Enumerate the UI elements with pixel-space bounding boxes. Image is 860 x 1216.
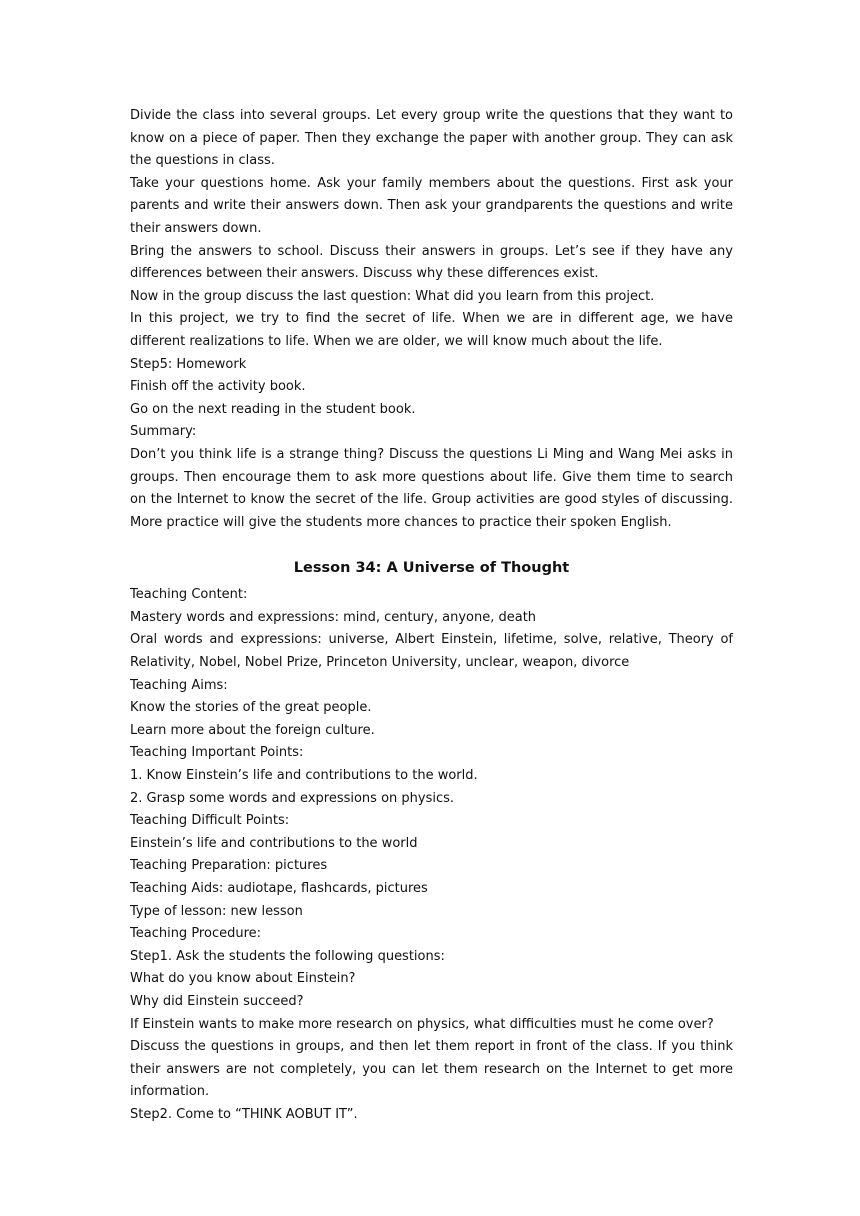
paragraph: Know the stories of the great people. [130, 700, 372, 716]
step-heading: Step1. Ask the students the following questions: [130, 948, 445, 964]
paragraph: Einstein’s life and contributions to the world [130, 835, 418, 851]
paragraph: Learn more about the foreign culture. [130, 722, 375, 738]
paragraph: Discuss the questions in groups, and then let them report in front of the class. If you think their answers are not completely, you can let them research on the Internet to get more information. [130, 1039, 733, 1100]
paragraph: Type of lesson: new lesson [130, 903, 303, 919]
question: What do you know about Einstein? [130, 971, 356, 987]
section-heading: Teaching Aims: [130, 677, 228, 693]
paragraph: Teaching Aids: audiotape, flashcards, pictures [130, 881, 428, 896]
paragraph: Finish off the activity book. [130, 379, 306, 395]
paragraph: Take your questions home. Ask your family members about the questions. First ask your parents and write their answers down. Then ask your grandparents the questions and write their answers down. [130, 175, 733, 236]
paragraph: Divide the class into several groups. Let every group write the questions that they want to know on a piece of paper. Then they exchange the paper with another group. They can ask the questions in class. [130, 108, 733, 169]
question: Why did Einstein succeed? [130, 993, 304, 1009]
document-body [130, 105, 733, 1127]
section-heading: Teaching Important Points: [130, 745, 304, 761]
summary-paragraph: Don’t you think life is a strange thing? Discuss the questions Li Ming and Wang Mei asks in groups. Then encourage them to ask more questions about life. Give them time to search on the Internet to know the secret of the life. Group activities are good styles of discussing. More practice will give the students more chances to practice their spoken English. [130, 446, 733, 530]
paragraph: Now in the group discuss the last question: What did you learn from this project. [130, 288, 655, 304]
list-item: 1. Know Einstein’s life and contributions to the world. [130, 768, 478, 784]
step-heading: Step5: Homework [130, 356, 247, 372]
paragraph: Mastery words and expressions: mind, century, anyone, death [130, 609, 537, 625]
lesson-title: Lesson 34: A Universe of Thought [293, 560, 570, 577]
section-heading: Teaching Content: [130, 587, 248, 603]
list-item: 2. Grasp some words and expressions on physics. [130, 790, 455, 806]
paragraph: Oral words and expressions: universe, Albert Einstein, lifetime, solve, relative, Theory of Relativity, Nobel, Nobel Prize, Princeton University, unclear, weapon, divorce [130, 632, 733, 671]
question: If Einstein wants to make more research on physics, what difficulties must he come over? [130, 1016, 714, 1032]
summary-heading: Summary: [130, 424, 197, 440]
step-heading: Step2. Come to “THINK AOBUT IT”. [130, 1106, 358, 1122]
paragraph: Go on the next reading in the student book. [130, 401, 416, 417]
section-heading: Teaching Difficult Points: [130, 813, 290, 829]
paragraph: Teaching Preparation: pictures [130, 858, 328, 874]
paragraph: In this project, we try to find the secret of life. When we are in different age, we have different realizations to life. When we are older, we will know much about the life. [130, 311, 733, 349]
paragraph: Bring the answers to school. Discuss their answers in groups. Let’s see if they have any differences between their answers. Discuss why these differences exist. [130, 243, 733, 282]
section-heading: Teaching Procedure: [130, 926, 262, 942]
